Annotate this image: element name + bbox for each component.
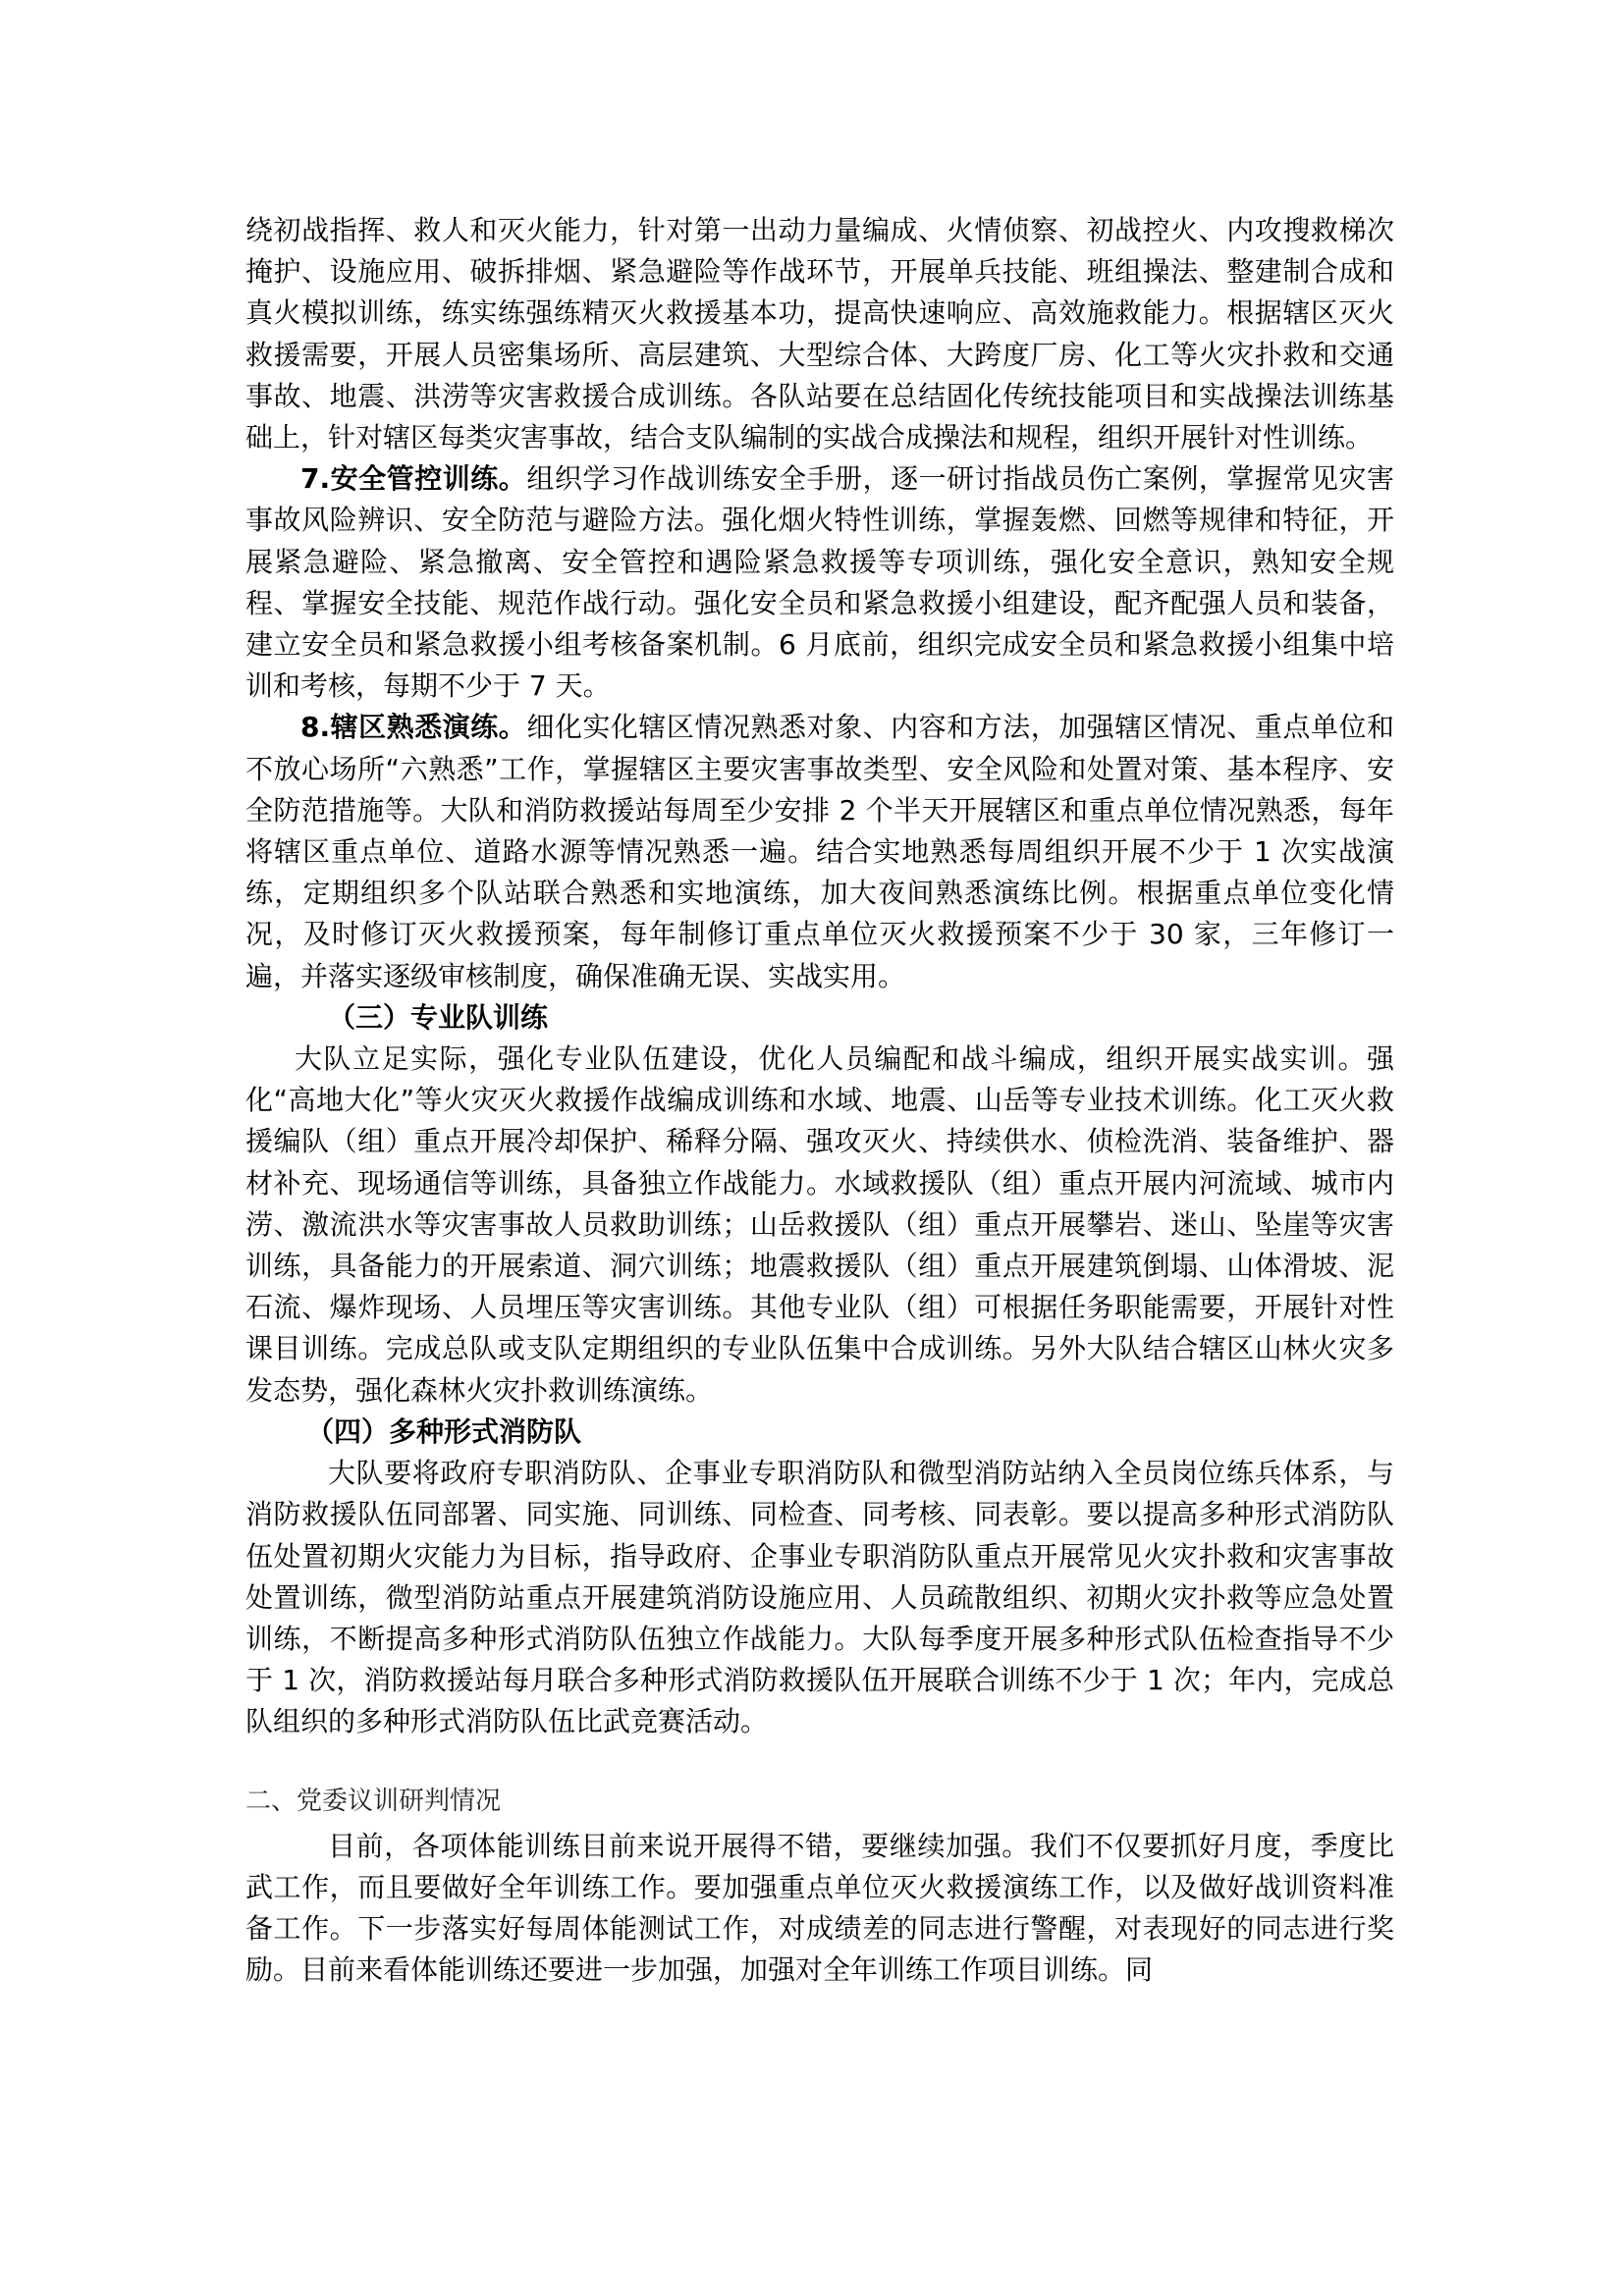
paragraph-safety-training <box>245 458 1394 707</box>
district-drill-body: 细化实化辖区情况熟悉对象、内容和方法，加强辖区情况、重点单位和不放心场所“六熟悉”工作，掌握辖区主要灾害事故类型、安全风险和处置对策、基本程序、安全防范措施等。大队和消防救援站每周至少安排 2 个半天开展辖区和重点单位情况熟悉，每年将辖区重点单位、道路水源等情况熟悉一遍。结合实地熟悉每周组织开展不少于 1 次实战演练，定期组织多个队站联合熟悉和实地演练，加大夜间熟悉演练比例。根据重点单位变化情况，及时修订灭火救援预案，每年制修订重点单位灭火救援预案不少于 30 家，三年修订一遍，并落实逐级审核制度，确保准确无误、实战实用。 <box>245 711 1394 992</box>
paragraph-specialist-team: 大队立足实际，强化专业队伍建设，优化人员编配和战斗编成，组织开展实战实训。强化“高地大化”等火灾灭火救援作战编成训练和水域、地震、山岳等专业技术训练。化工灭火救援编队（组）重点开展冷却保护、稀释分隔、强攻灭火、持续供水、侦检洗消、装备维护、器材补充、现场通信等训练，具备独立作战能力。水域救援队（组）重点开展内河流域、城市内涝、激流洪水等灾害事故人员救助训练；山岳救援队（组）重点开展攀岩、迷山、坠崖等灾害训练，具备能力的开展索道、洞穴训练；地震救援队（组）重点开展建筑倒塌、山体滑坡、泥石流、爆炸现场、人员埋压等灾害训练。其他专业队（组）可根据任务职能需要，开展针对性课目训练。完成总队或支队定期组织的专业队伍集中合成训练。另外大队结合辖区山林火灾多发态势，强化森林火灾扑救训练演练。 <box>245 1042 1394 1407</box>
paragraph-multi-form-teams: 大队要将政府专职消防队、企事业专职消防队和微型消防站纳入全员岗位练兵体系，与消防救援队伍同部署、同实施、同训练、同检查、同考核、同表彰。要以提高多种形式消防队伍处置初期火灾能力为目标，指导政府、企事业专职消防队重点开展常见火灾扑救和灾害事故处置训练，微型消防站重点开展建筑消防设施应用、人员疏散组织、初期火灾扑救等应急处置训练，不断提高多种形式消防队伍独立作战能力。大队每季度开展多种形式队伍检查指导不少于 1 次，消防救援站每月联合多种形式消防救援队伍开展联合训练不少于 1 次；年内，完成总队组织的多种形式消防队伍比武竞赛活动。 <box>245 1457 1394 1738</box>
paragraph-party-committee: 目前，各项体能训练目前来说开展得不错，要继续加强。我们不仅要抓好月度，季度比武工作，而且要做好全年训练工作。要加强重点单位灭火救援演练工作，以及做好战训资料准备工作。下一步落实好每周体能测试工作，对成绩差的同志进行警醒，对表现好的同志进行奖励。目前来看体能训练还要进一步加强，加强对全年训练工作项目训练。同 <box>245 1829 1394 1987</box>
section-heading-specialist-team: （三）专业队训练 <box>328 1000 549 1034</box>
document-page <box>245 210 1394 1991</box>
safety-training-body: 组织学习作战训练安全手册，逐一研讨指战员伤亡案例，掌握常见灾害事故风险辨识、安全防范与避险方法。强化烟火特性训练，掌握轰燃、回燃等规律和特征，开展紧急避险、紧急撤离、安全管控和遇险紧急救援等专项训练，强化安全意识，熟知安全规程、掌握安全技能、规范作战行动。强化安全员和紧急救援小组建设，配齐配强人员和装备，建立安全员和紧急救援小组考核备案机制。6 月底前，组织完成安全员和紧急救援小组集中培训和考核，每期不少于 7 天。 <box>245 462 1394 703</box>
paragraph-initial-combat: 绕初战指挥、救人和灭火能力，针对第一出动力量编成、火情侦察、初战控火、内攻搜救梯次掩护、设施应用、破拆排烟、紧急避险等作战环节，开展单兵技能、班组操法、整建制合成和真火模拟训练，练实练强练精灭火救援基本功，提高快速响应、高效施救能力。根据辖区灭火救援需要，开展人员密集场所、高层建筑、大型综合体、大跨度厂房、化工等火灾扑救和交通事故、地震、洪涝等灾害救援合成训练。各队站要在总结固化传统技能项目和实战操法训练基础上，针对辖区每类灾害事故，结合支队编制的实战合成操法和规程，组织开展针对性训练。 <box>245 214 1394 454</box>
section-title-party-committee: 二、党委议训研判情况 <box>245 1786 502 1816</box>
section-heading-multi-form-teams: （四）多种形式消防队 <box>306 1415 582 1448</box>
paragraph-district-drill <box>245 707 1394 996</box>
safety-training-heading: 7.安全管控训练。 <box>300 462 527 496</box>
district-drill-heading: 8.辖区熟悉演练。 <box>300 711 527 744</box>
